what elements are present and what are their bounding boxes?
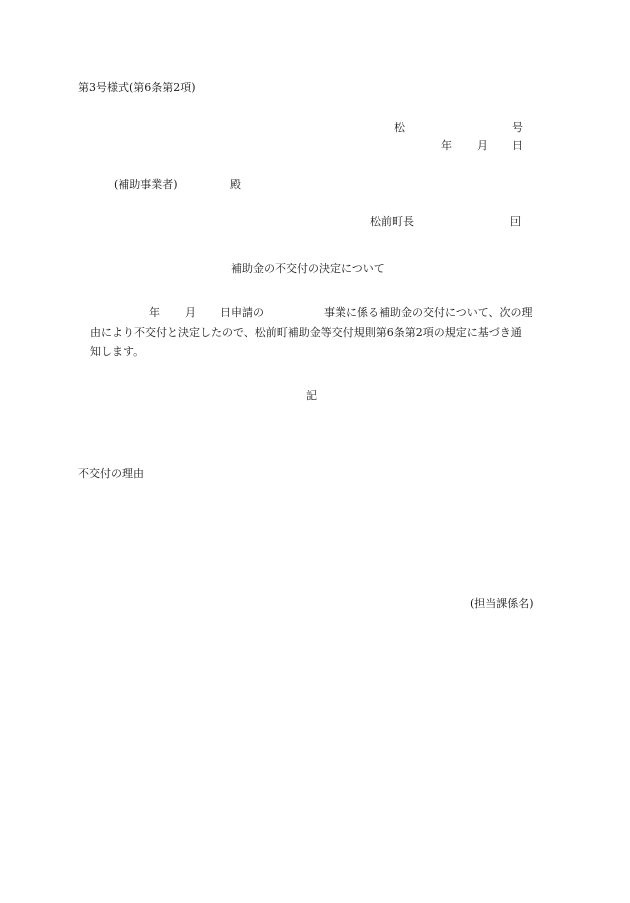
form-number: 第3号様式(第6条第2項) <box>78 81 196 94</box>
note-heading: 記 <box>306 389 317 402</box>
body-year: 年 <box>149 306 160 319</box>
contact-label: (担当課係名) <box>470 597 534 610</box>
doc-number-suffix: 号 <box>512 121 523 134</box>
date-month: 月 <box>477 139 488 152</box>
date-day: 日 <box>512 139 523 152</box>
document-title: 補助金の不交付の決定について <box>231 262 385 275</box>
date-year: 年 <box>441 139 452 152</box>
addressee-honorific: 殿 <box>230 178 241 191</box>
body-month: 月 <box>185 306 196 319</box>
doc-number-prefix: 松 <box>394 121 405 134</box>
issuer-seal: 囙 <box>510 215 521 228</box>
issuer-name: 松前町長 <box>370 215 414 228</box>
body-line1-rest: 事業に係る補助金の交付について、次の理 <box>324 306 533 319</box>
body-day-applied: 日申請の <box>220 306 264 319</box>
reason-label: 不交付の理由 <box>78 467 144 480</box>
addressee-label: (補助事業者) <box>114 178 178 191</box>
body-line3: 知します。 <box>90 345 145 358</box>
body-line2: 由により不交付と決定したので、松前町補助金等交付規則第6条第2項の規定に基づき通 <box>90 326 522 339</box>
